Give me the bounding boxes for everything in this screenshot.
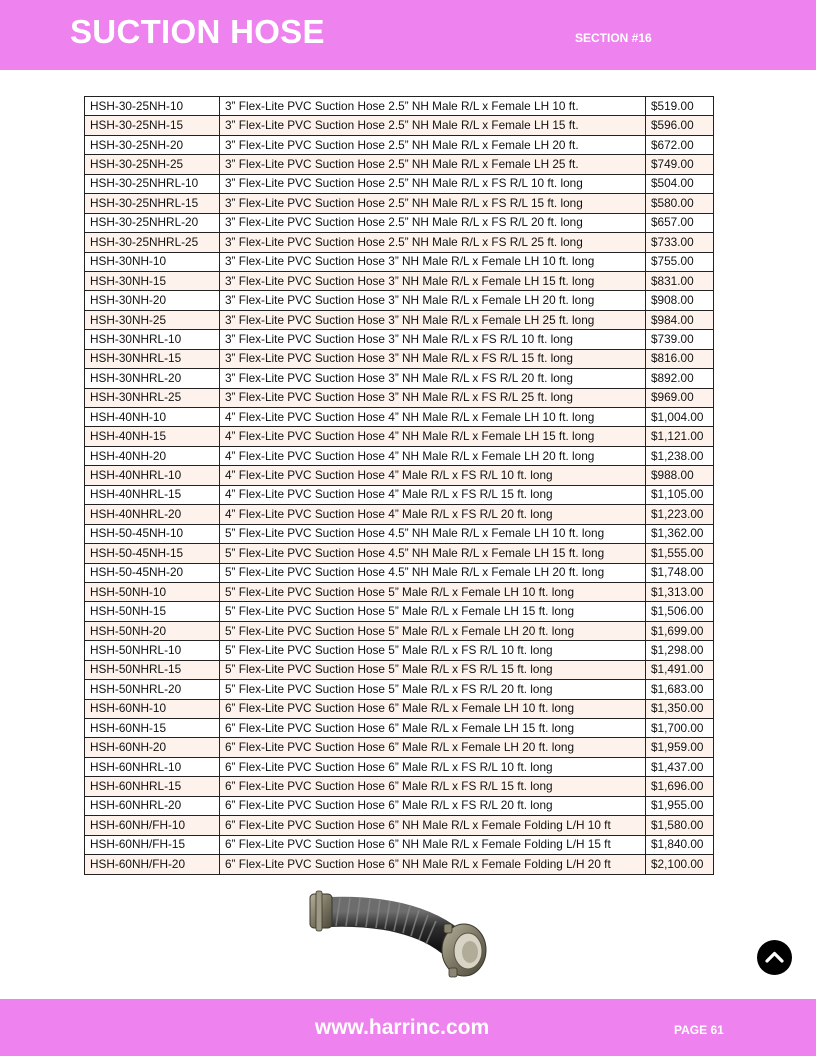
- description-cell: 5” Flex-Lite PVC Suction Hose 5” Male R/L x FS R/L 20 ft. long: [220, 680, 646, 699]
- table-row: [85, 233, 714, 252]
- description-cell: 6” Flex-Lite PVC Suction Hose 6” Male R/L x Female LH 15 ft. long: [220, 719, 646, 738]
- part-number-cell: HSH-40NHRL-20: [85, 505, 220, 524]
- page-footer: [0, 999, 816, 1056]
- price-cell: $739.00: [646, 330, 714, 349]
- table-row: [85, 563, 714, 582]
- description-cell: 4” Flex-Lite PVC Suction Hose 4” Male R/L x FS R/L 20 ft. long: [220, 505, 646, 524]
- table-row: [85, 699, 714, 718]
- description-cell: 5” Flex-Lite PVC Suction Hose 4.5” NH Male R/L x Female LH 10 ft. long: [220, 524, 646, 543]
- price-cell: $2,100.00: [646, 855, 714, 874]
- description-cell: 3” Flex-Lite PVC Suction Hose 3” NH Male R/L x Female LH 25 ft. long: [220, 310, 646, 329]
- price-cell: $831.00: [646, 271, 714, 290]
- description-cell: 3” Flex-Lite PVC Suction Hose 2.5” NH Male R/L x Female LH 10 ft.: [220, 97, 646, 116]
- price-cell: $1,580.00: [646, 816, 714, 835]
- table-row: [85, 719, 714, 738]
- price-cell: $1,955.00: [646, 796, 714, 815]
- page-number: PAGE 61: [674, 1023, 724, 1037]
- description-cell: 5” Flex-Lite PVC Suction Hose 5” Male R/L x Female LH 15 ft. long: [220, 602, 646, 621]
- description-cell: 4” Flex-Lite PVC Suction Hose 4” NH Male R/L x Female LH 20 ft. long: [220, 446, 646, 465]
- description-cell: 3” Flex-Lite PVC Suction Hose 3” NH Male R/L x Female LH 15 ft. long: [220, 271, 646, 290]
- price-cell: $504.00: [646, 174, 714, 193]
- part-number-cell: HSH-30-25NHRL-25: [85, 233, 220, 252]
- price-cell: $657.00: [646, 213, 714, 232]
- part-number-cell: HSH-30NHRL-10: [85, 330, 220, 349]
- price-cell: $908.00: [646, 291, 714, 310]
- part-number-cell: HSH-30-25NHRL-20: [85, 213, 220, 232]
- description-cell: 3” Flex-Lite PVC Suction Hose 3” NH Male R/L x FS R/L 15 ft. long: [220, 349, 646, 368]
- table-row: [85, 97, 714, 116]
- description-cell: 5” Flex-Lite PVC Suction Hose 5” Male R/L x Female LH 10 ft. long: [220, 582, 646, 601]
- price-cell: $1,555.00: [646, 544, 714, 563]
- table-row: [85, 796, 714, 815]
- price-cell: $749.00: [646, 155, 714, 174]
- part-number-cell: HSH-50-45NH-10: [85, 524, 220, 543]
- table-row: [85, 155, 714, 174]
- price-cell: $1,350.00: [646, 699, 714, 718]
- description-cell: 3” Flex-Lite PVC Suction Hose 2.5” NH Male R/L x FS R/L 20 ft. long: [220, 213, 646, 232]
- table-row: [85, 505, 714, 524]
- part-number-cell: HSH-60NHRL-15: [85, 777, 220, 796]
- description-cell: 5” Flex-Lite PVC Suction Hose 4.5” NH Male R/L x Female LH 20 ft. long: [220, 563, 646, 582]
- price-cell: $580.00: [646, 194, 714, 213]
- page-title: SUCTION HOSE: [70, 13, 325, 50]
- description-cell: 6” Flex-Lite PVC Suction Hose 6” NH Male R/L x Female Folding L/H 20 ft: [220, 855, 646, 874]
- table-row: [85, 466, 714, 485]
- table-row: [85, 174, 714, 193]
- part-number-cell: HSH-30NHRL-15: [85, 349, 220, 368]
- part-number-cell: HSH-30-25NH-20: [85, 135, 220, 154]
- description-cell: 6” Flex-Lite PVC Suction Hose 6” Male R/L x FS R/L 15 ft. long: [220, 777, 646, 796]
- part-number-cell: HSH-50-45NH-15: [85, 544, 220, 563]
- price-cell: $755.00: [646, 252, 714, 271]
- part-number-cell: HSH-40NH-15: [85, 427, 220, 446]
- part-number-cell: HSH-30-25NH-15: [85, 116, 220, 135]
- description-cell: 6” Flex-Lite PVC Suction Hose 6” Male R/L x FS R/L 20 ft. long: [220, 796, 646, 815]
- part-number-cell: HSH-60NH/FH-10: [85, 816, 220, 835]
- suction-hose-photo: [306, 888, 496, 980]
- price-cell: $1,121.00: [646, 427, 714, 446]
- description-cell: 5” Flex-Lite PVC Suction Hose 5” Male R/L x Female LH 20 ft. long: [220, 621, 646, 640]
- description-cell: 6” Flex-Lite PVC Suction Hose 6” NH Male R/L x Female Folding L/H 10 ft: [220, 816, 646, 835]
- table-row: [85, 485, 714, 504]
- table-row: [85, 582, 714, 601]
- table-row: [85, 641, 714, 660]
- description-cell: 3” Flex-Lite PVC Suction Hose 2.5” NH Male R/L x Female LH 15 ft.: [220, 116, 646, 135]
- price-cell: $733.00: [646, 233, 714, 252]
- price-cell: $1,298.00: [646, 641, 714, 660]
- price-cell: $596.00: [646, 116, 714, 135]
- description-cell: 3” Flex-Lite PVC Suction Hose 2.5” NH Male R/L x FS R/L 25 ft. long: [220, 233, 646, 252]
- price-cell: $816.00: [646, 349, 714, 368]
- price-cell: $1,004.00: [646, 408, 714, 427]
- price-cell: $984.00: [646, 310, 714, 329]
- page-header: [0, 0, 816, 70]
- table-row: [85, 213, 714, 232]
- part-number-cell: HSH-40NH-20: [85, 446, 220, 465]
- description-cell: 4” Flex-Lite PVC Suction Hose 4” NH Male R/L x Female LH 15 ft. long: [220, 427, 646, 446]
- table-row: [85, 544, 714, 563]
- table-row: [85, 757, 714, 776]
- table-row: [85, 621, 714, 640]
- part-number-cell: HSH-60NHRL-20: [85, 796, 220, 815]
- part-number-cell: HSH-30NH-25: [85, 310, 220, 329]
- price-cell: $1,748.00: [646, 563, 714, 582]
- part-number-cell: HSH-30NHRL-20: [85, 369, 220, 388]
- part-number-cell: HSH-50-45NH-20: [85, 563, 220, 582]
- price-cell: $1,491.00: [646, 660, 714, 679]
- description-cell: 3” Flex-Lite PVC Suction Hose 2.5” NH Male R/L x Female LH 20 ft.: [220, 135, 646, 154]
- price-cell: $1,362.00: [646, 524, 714, 543]
- part-number-cell: HSH-50NHRL-10: [85, 641, 220, 660]
- table-row: [85, 330, 714, 349]
- price-cell: $1,506.00: [646, 602, 714, 621]
- table-row: [85, 524, 714, 543]
- description-cell: 6” Flex-Lite PVC Suction Hose 6” NH Male R/L x Female Folding L/H 15 ft: [220, 835, 646, 854]
- table-row: [85, 680, 714, 699]
- table-row: [85, 446, 714, 465]
- part-number-cell: HSH-30NH-10: [85, 252, 220, 271]
- part-number-cell: HSH-40NH-10: [85, 408, 220, 427]
- price-cell: $1,700.00: [646, 719, 714, 738]
- table-row: [85, 660, 714, 679]
- part-number-cell: HSH-60NH/FH-20: [85, 855, 220, 874]
- description-cell: 3” Flex-Lite PVC Suction Hose 2.5” NH Male R/L x FS R/L 10 ft. long: [220, 174, 646, 193]
- table-row: [85, 388, 714, 407]
- description-cell: 3” Flex-Lite PVC Suction Hose 3” NH Male R/L x FS R/L 10 ft. long: [220, 330, 646, 349]
- price-cell: $892.00: [646, 369, 714, 388]
- price-cell: $1,959.00: [646, 738, 714, 757]
- price-cell: $1,699.00: [646, 621, 714, 640]
- part-number-cell: HSH-50NHRL-15: [85, 660, 220, 679]
- part-number-cell: HSH-60NH-20: [85, 738, 220, 757]
- part-number-cell: HSH-60NH-15: [85, 719, 220, 738]
- part-number-cell: HSH-30NHRL-25: [85, 388, 220, 407]
- description-cell: 5” Flex-Lite PVC Suction Hose 4.5” NH Male R/L x Female LH 15 ft. long: [220, 544, 646, 563]
- part-number-cell: HSH-40NHRL-10: [85, 466, 220, 485]
- price-cell: $519.00: [646, 97, 714, 116]
- price-cell: $1,105.00: [646, 485, 714, 504]
- table-row: [85, 835, 714, 854]
- part-number-cell: HSH-30NH-15: [85, 271, 220, 290]
- part-number-cell: HSH-50NH-15: [85, 602, 220, 621]
- section-label: SECTION #16: [575, 31, 652, 45]
- part-number-cell: HSH-30-25NH-10: [85, 97, 220, 116]
- table-row: [85, 777, 714, 796]
- part-number-cell: HSH-30-25NHRL-15: [85, 194, 220, 213]
- table-row: [85, 291, 714, 310]
- table-row: [85, 427, 714, 446]
- description-cell: 6” Flex-Lite PVC Suction Hose 6” Male R/L x FS R/L 10 ft. long: [220, 757, 646, 776]
- description-cell: 6” Flex-Lite PVC Suction Hose 6” Male R/L x Female LH 20 ft. long: [220, 738, 646, 757]
- table-row: [85, 602, 714, 621]
- table-row: [85, 738, 714, 757]
- table-row: [85, 135, 714, 154]
- price-table-body: [85, 97, 714, 875]
- part-number-cell: HSH-30NH-20: [85, 291, 220, 310]
- part-number-cell: HSH-50NHRL-20: [85, 680, 220, 699]
- table-row: [85, 855, 714, 874]
- part-number-cell: HSH-60NHRL-10: [85, 757, 220, 776]
- price-cell: $988.00: [646, 466, 714, 485]
- price-cell: $969.00: [646, 388, 714, 407]
- suction-hose-image: [306, 888, 496, 980]
- price-cell: $1,238.00: [646, 446, 714, 465]
- description-cell: 3” Flex-Lite PVC Suction Hose 3” NH Male R/L x Female LH 20 ft. long: [220, 291, 646, 310]
- website-link[interactable]: www.harrinc.com: [314, 1016, 490, 1039]
- price-cell: $672.00: [646, 135, 714, 154]
- table-row: [85, 310, 714, 329]
- description-cell: 4” Flex-Lite PVC Suction Hose 4” Male R/L x FS R/L 10 ft. long: [220, 466, 646, 485]
- part-number-cell: HSH-50NH-10: [85, 582, 220, 601]
- table-row: [85, 194, 714, 213]
- chevron-up-icon: [757, 940, 792, 975]
- description-cell: 3” Flex-Lite PVC Suction Hose 3” NH Male R/L x FS R/L 20 ft. long: [220, 369, 646, 388]
- table-row: [85, 271, 714, 290]
- table-row: [85, 369, 714, 388]
- description-cell: 5” Flex-Lite PVC Suction Hose 5” Male R/L x FS R/L 15 ft. long: [220, 660, 646, 679]
- price-cell: $1,840.00: [646, 835, 714, 854]
- part-number-cell: HSH-40NHRL-15: [85, 485, 220, 504]
- description-cell: 4” Flex-Lite PVC Suction Hose 4” NH Male R/L x Female LH 10 ft. long: [220, 408, 646, 427]
- price-cell: $1,696.00: [646, 777, 714, 796]
- scroll-to-top-button[interactable]: [757, 940, 792, 975]
- description-cell: 3” Flex-Lite PVC Suction Hose 2.5” NH Male R/L x Female LH 25 ft.: [220, 155, 646, 174]
- description-cell: 3” Flex-Lite PVC Suction Hose 3” NH Male R/L x Female LH 10 ft. long: [220, 252, 646, 271]
- price-cell: $1,223.00: [646, 505, 714, 524]
- description-cell: 5” Flex-Lite PVC Suction Hose 5” Male R/L x FS R/L 10 ft. long: [220, 641, 646, 660]
- description-cell: 4” Flex-Lite PVC Suction Hose 4” Male R/L x FS R/L 15 ft. long: [220, 485, 646, 504]
- part-number-cell: HSH-60NH-10: [85, 699, 220, 718]
- table-row: [85, 252, 714, 271]
- price-table: [84, 96, 714, 875]
- part-number-cell: HSH-30-25NHRL-10: [85, 174, 220, 193]
- price-cell: $1,683.00: [646, 680, 714, 699]
- table-row: [85, 816, 714, 835]
- table-row: [85, 408, 714, 427]
- part-number-cell: HSH-30-25NH-25: [85, 155, 220, 174]
- price-cell: $1,437.00: [646, 757, 714, 776]
- description-cell: 3” Flex-Lite PVC Suction Hose 3” NH Male R/L x FS R/L 25 ft. long: [220, 388, 646, 407]
- table-row: [85, 116, 714, 135]
- table-row: [85, 349, 714, 368]
- price-cell: $1,313.00: [646, 582, 714, 601]
- description-cell: 3” Flex-Lite PVC Suction Hose 2.5” NH Male R/L x FS R/L 15 ft. long: [220, 194, 646, 213]
- description-cell: 6” Flex-Lite PVC Suction Hose 6” Male R/L x Female LH 10 ft. long: [220, 699, 646, 718]
- part-number-cell: HSH-50NH-20: [85, 621, 220, 640]
- part-number-cell: HSH-60NH/FH-15: [85, 835, 220, 854]
